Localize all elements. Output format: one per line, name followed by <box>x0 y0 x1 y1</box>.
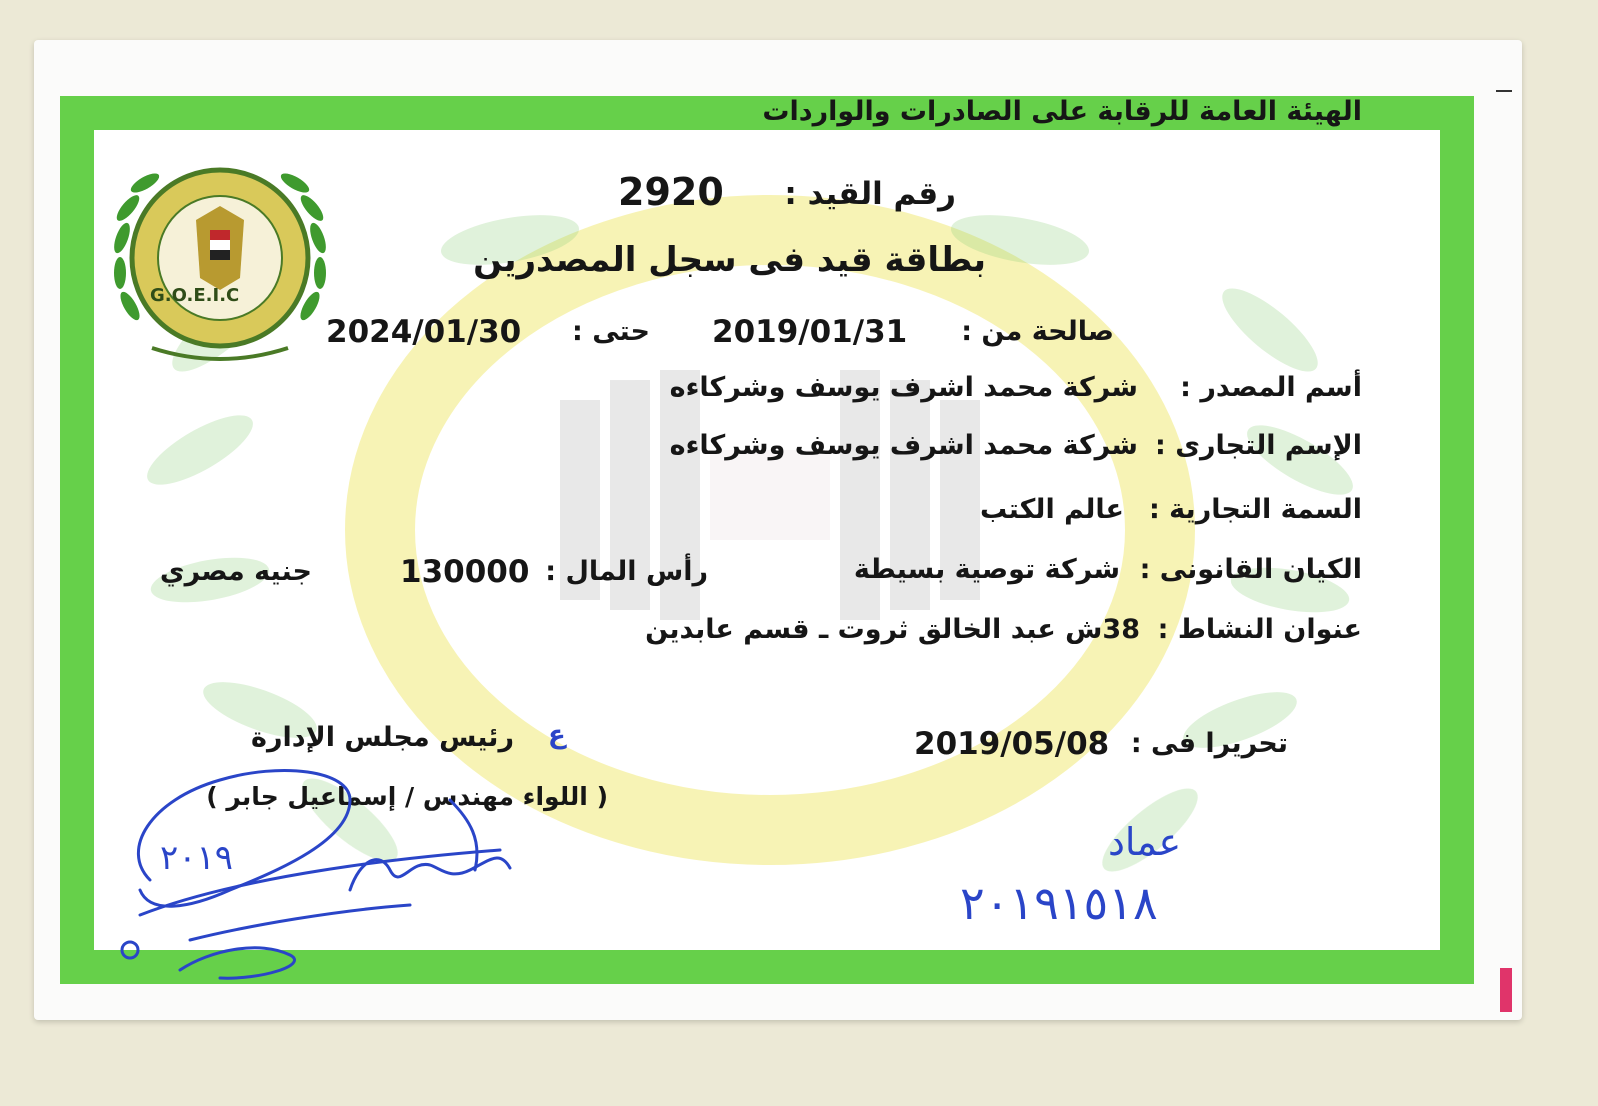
capital-label: رأس المال : <box>545 556 708 587</box>
address-label: عنوان النشاط : <box>1157 614 1362 645</box>
capital-value: 130000 <box>400 554 530 590</box>
organization-name: الهيئة العامة للرقابة على الصادرات والواردات <box>762 96 1362 127</box>
valid-to-date: 2024/01/30 <box>326 314 522 350</box>
currency: جنيه مصري <box>159 556 312 587</box>
registration-number: 2920 <box>618 170 724 214</box>
valid-to-label: حتى : <box>572 316 650 347</box>
address-value: 38ش عبد الخالق ثروت ـ قسم عابدين <box>645 614 1140 645</box>
handwritten-date: ٢٠١٩١٥١٨ <box>960 876 1158 930</box>
goeic-logo <box>100 148 340 363</box>
scan-edge-mark <box>1496 90 1512 92</box>
exporter-name-value: شركة محمد اشرف يوسف وشركاءه <box>669 372 1138 403</box>
issued-date: 2019/05/08 <box>914 726 1110 762</box>
valid-from-date: 2019/01/31 <box>712 314 908 350</box>
trade-name-value: شركة محمد اشرف يوسف وشركاءه <box>669 430 1138 461</box>
issued-label: تحريرا فى : <box>1130 728 1288 759</box>
signatory-title: رئيس مجلس الإدارة <box>251 722 514 753</box>
valid-from-label: صالحة من : <box>961 316 1114 347</box>
signatory-mark: ع <box>548 720 566 750</box>
trademark-label: السمة التجارية : <box>1148 494 1362 525</box>
legal-entity-value: شركة توصية بسيطة <box>853 554 1120 585</box>
handwritten-name: عماد <box>1108 820 1182 864</box>
handwritten-year: ٢٠١٩ <box>160 838 234 878</box>
trade-name-label: الإسم التجارى : <box>1155 430 1362 461</box>
registration-label: رقم القيد : <box>784 176 956 212</box>
legal-entity-label: الكيان القانونى : <box>1139 554 1362 585</box>
pink-edge-mark <box>1500 968 1512 1012</box>
signatory-name: ( اللواء مهندس / إسماعيل جابر ) <box>206 782 608 811</box>
exporter-name-label: أسم المصدر : <box>1180 372 1362 403</box>
logo-initials: G.O.E.I.C <box>150 285 240 306</box>
card-title: بطاقة قيد فى سجل المصدرين <box>473 240 986 280</box>
signature <box>110 740 550 990</box>
trademark-value: عالم الكتب <box>980 494 1124 525</box>
